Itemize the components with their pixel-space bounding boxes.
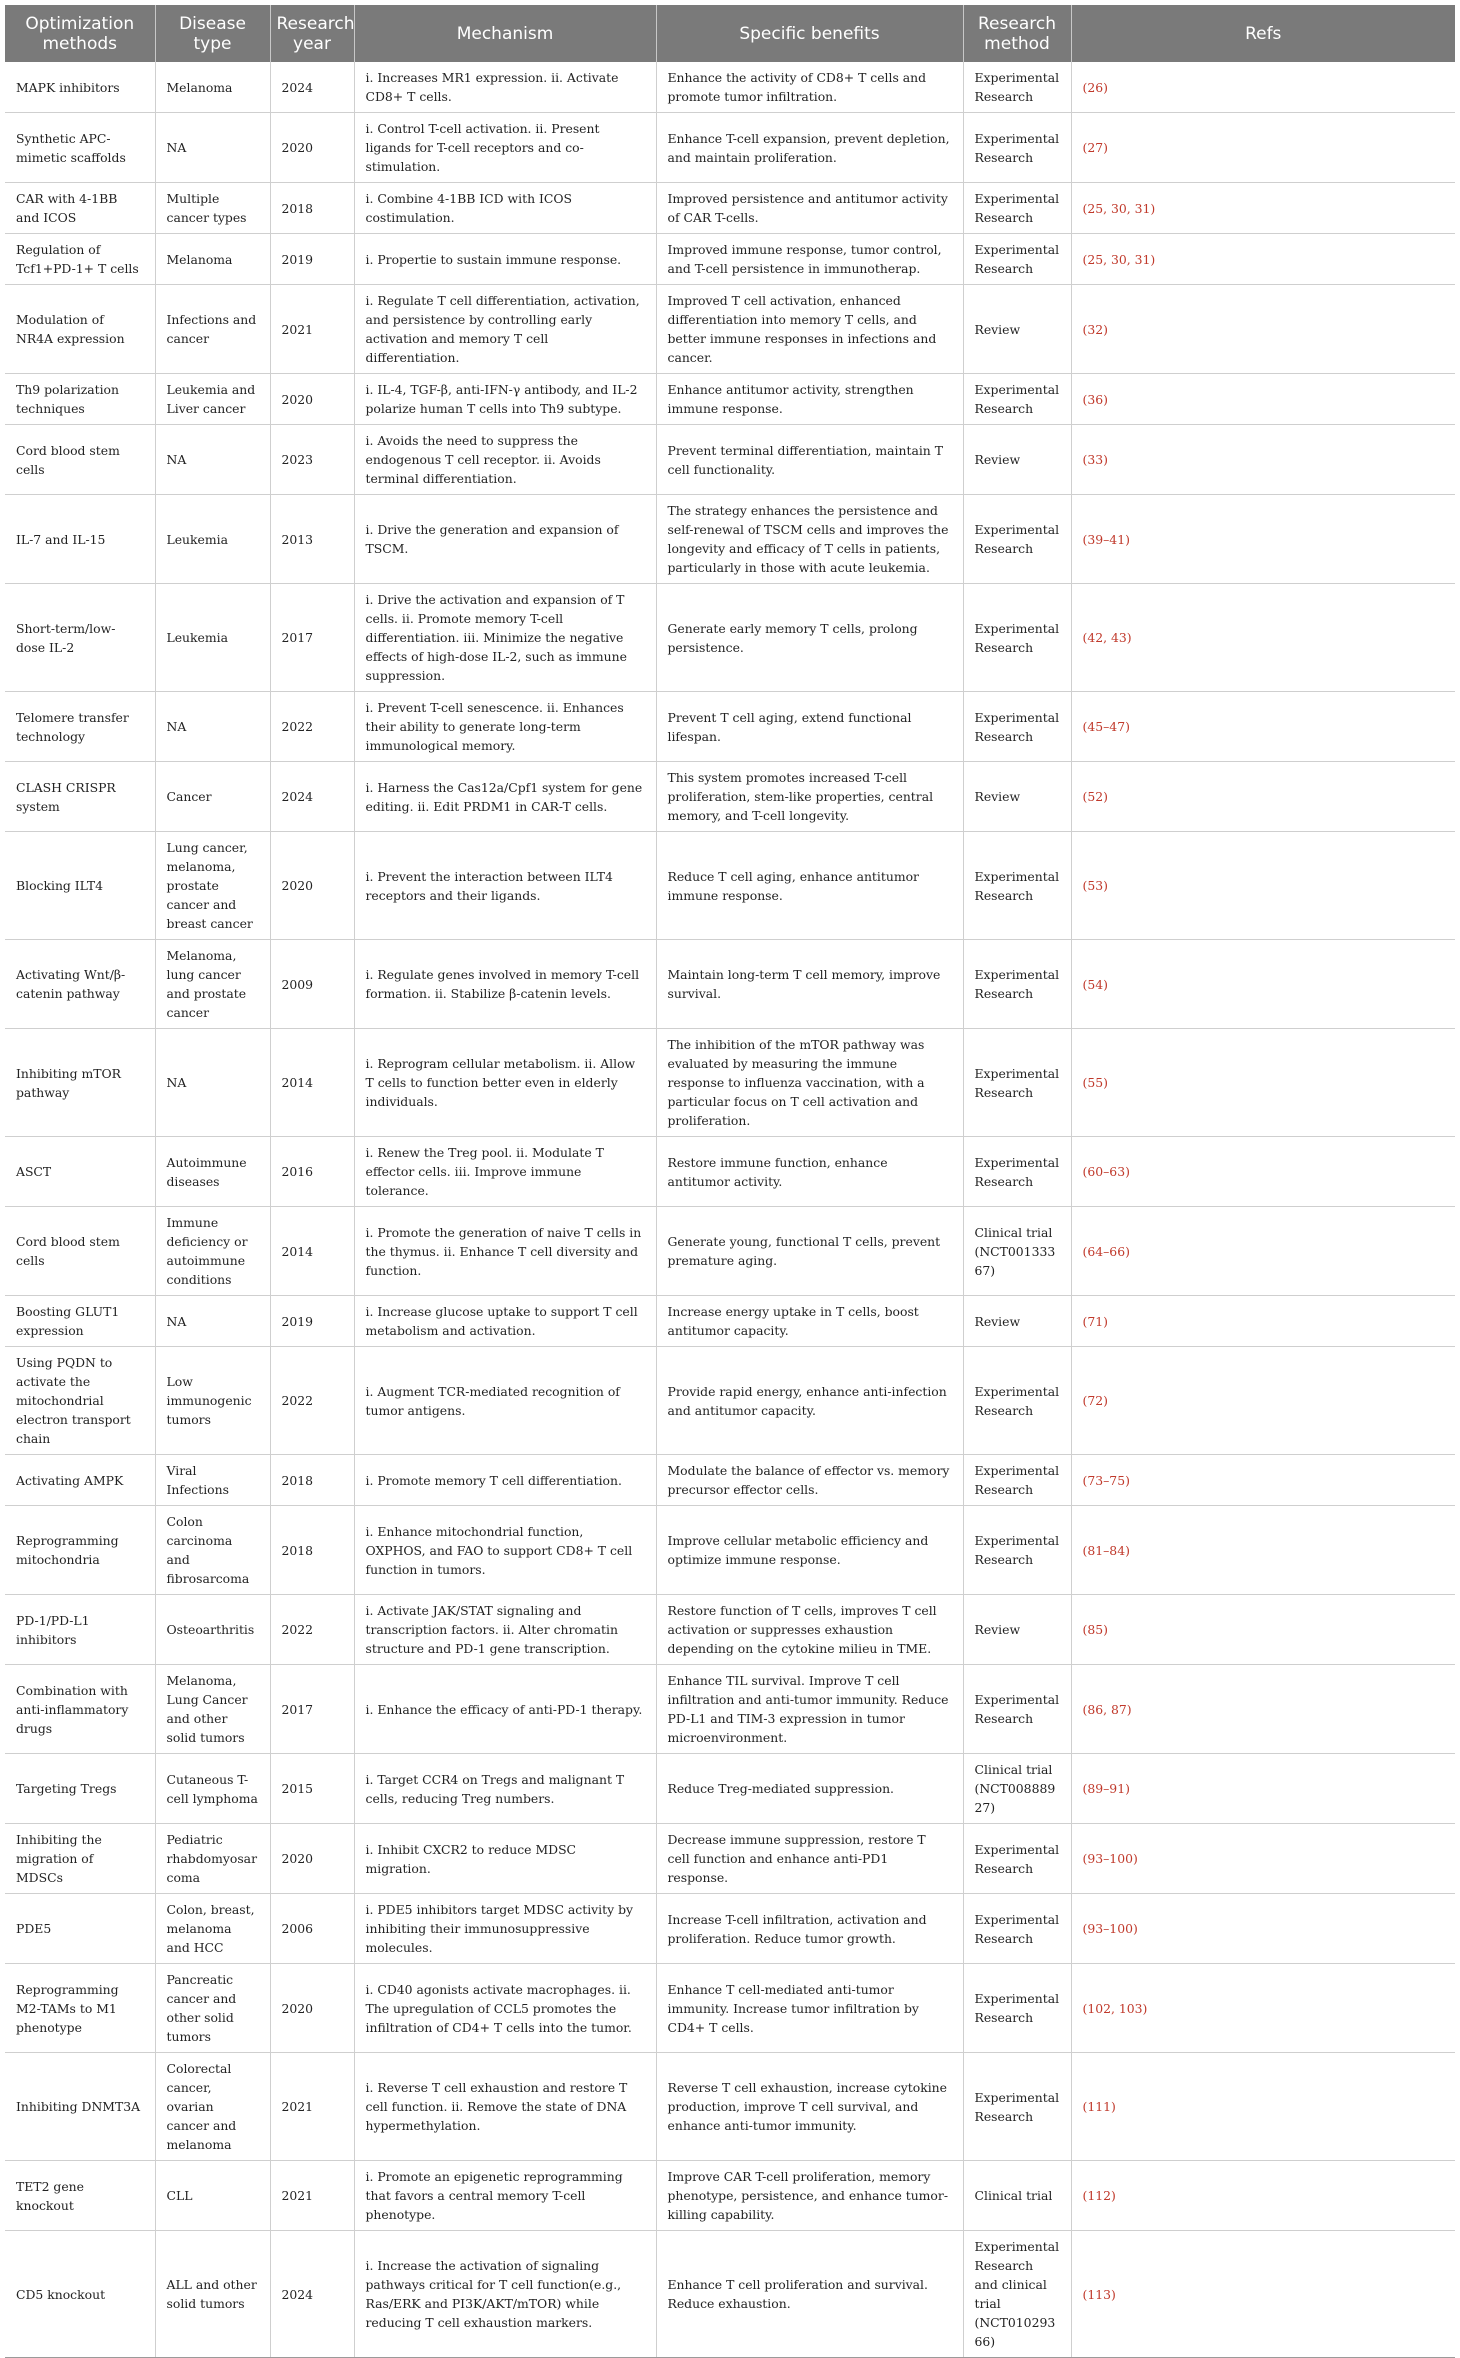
cell-optimization-method: PDE5 bbox=[5, 1894, 155, 1964]
cell-mechanism: i. Regulate T cell differentiation, activation, and persistence by controlling early activation and memory T cell differentiation. bbox=[354, 285, 656, 374]
cell-refs: (89–91) bbox=[1071, 1754, 1455, 1824]
ref-link[interactable]: 85 bbox=[1087, 1622, 1104, 1637]
table-row bbox=[5, 1296, 1455, 1347]
cell-specific-benefits: Enhance TIL survival. Improve T cell infiltration and anti-tumor immunity. Reduce PD-L1 and TIM-3 expression in tumor microenvironment. bbox=[656, 1665, 963, 1754]
cell-refs: (113) bbox=[1071, 2231, 1455, 2358]
cell-research-method: Review bbox=[963, 1595, 1071, 1665]
cell-refs: (54) bbox=[1071, 940, 1455, 1029]
cell-optimization-method: Blocking ILT4 bbox=[5, 832, 155, 940]
cell-specific-benefits: Restore immune function, enhance antitumor activity. bbox=[656, 1137, 963, 1207]
cell-disease-type: ALL and other solid tumors bbox=[155, 2231, 270, 2358]
cell-research-method: Experimental Research bbox=[963, 62, 1071, 113]
cell-research-method: Review bbox=[963, 1296, 1071, 1347]
cell-specific-benefits: Prevent terminal differentiation, maintain T cell functionality. bbox=[656, 425, 963, 495]
cell-disease-type: Cutaneous T-cell lymphoma bbox=[155, 1754, 270, 1824]
table-row bbox=[5, 584, 1455, 692]
cell-research-method: Clinical trial (NCT00888927) bbox=[963, 1754, 1071, 1824]
cell-optimization-method: Inhibiting DNMT3A bbox=[5, 2053, 155, 2161]
cell-refs: (53) bbox=[1071, 832, 1455, 940]
cell-research-method: Clinical trial bbox=[963, 2161, 1071, 2231]
cell-refs: (112) bbox=[1071, 2161, 1455, 2231]
cell-refs: (25, 30, 31) bbox=[1071, 234, 1455, 285]
cell-research-year: 2020 bbox=[270, 1964, 354, 2053]
header-optimization-methods: Optimization methods bbox=[5, 5, 155, 62]
cell-optimization-method: PD-1/PD-L1 inhibitors bbox=[5, 1595, 155, 1665]
cell-optimization-method: Reprogramming M2-TAMs to M1 phenotype bbox=[5, 1964, 155, 2053]
cell-optimization-method: Cord blood stem cells bbox=[5, 1207, 155, 1296]
cell-optimization-method: Reprogramming mitochondria bbox=[5, 1506, 155, 1595]
cell-refs: (33) bbox=[1071, 425, 1455, 495]
cell-refs: (71) bbox=[1071, 1296, 1455, 1347]
cell-optimization-method: Cord blood stem cells bbox=[5, 425, 155, 495]
table-row bbox=[5, 285, 1455, 374]
cell-specific-benefits: Improve cellular metabolic efficiency and optimize immune response. bbox=[656, 1506, 963, 1595]
cell-optimization-method: Activating AMPK bbox=[5, 1455, 155, 1506]
cell-refs: (39–41) bbox=[1071, 495, 1455, 584]
cell-optimization-method: TET2 gene knockout bbox=[5, 2161, 155, 2231]
cell-research-year: 2019 bbox=[270, 1296, 354, 1347]
ref-link[interactable]: 81–84 bbox=[1087, 1542, 1126, 1558]
cell-disease-type: Cancer bbox=[155, 762, 270, 832]
ref-link[interactable]: 39–41 bbox=[1087, 531, 1126, 547]
cell-disease-type: Infections and cancer bbox=[155, 285, 270, 374]
cell-mechanism: i. Reverse T cell exhaustion and restore T cell function. ii. Remove the state of DNA hypermethylation. bbox=[354, 2053, 656, 2161]
cell-specific-benefits: Improved T cell activation, enhanced differentiation into memory T cells, and better immune responses in infections and cancer. bbox=[656, 285, 963, 374]
cell-mechanism: i. Increase glucose uptake to support T cell metabolism and activation. bbox=[354, 1296, 656, 1347]
cell-research-year: 2020 bbox=[270, 1824, 354, 1894]
header-research-year: Research year bbox=[270, 5, 354, 62]
ref-link[interactable]: 64–66 bbox=[1087, 1243, 1126, 1259]
cell-mechanism: i. Propertie to sustain immune response. bbox=[354, 234, 656, 285]
cell-optimization-method: CAR with 4-1BB and ICOS bbox=[5, 183, 155, 234]
cell-specific-benefits: Generate young, functional T cells, prevent premature aging. bbox=[656, 1207, 963, 1296]
ref-link[interactable]: 73–75 bbox=[1087, 1472, 1126, 1488]
table-row bbox=[5, 1754, 1455, 1824]
cell-refs: (64–66) bbox=[1071, 1207, 1455, 1296]
cell-specific-benefits: Improved persistence and antitumor activity of CAR T-cells. bbox=[656, 183, 963, 234]
cell-mechanism: i. PDE5 inhibitors target MDSC activity by inhibiting their immunosuppressive molecules. bbox=[354, 1894, 656, 1964]
cell-refs: (32) bbox=[1071, 285, 1455, 374]
cell-research-year: 2022 bbox=[270, 1347, 354, 1455]
cell-specific-benefits: Enhance T-cell expansion, prevent depletion, and maintain proliferation. bbox=[656, 113, 963, 183]
cell-research-method: Experimental Research bbox=[963, 495, 1071, 584]
cell-research-year: 2018 bbox=[270, 1506, 354, 1595]
cell-mechanism: i. Increase the activation of signaling pathways critical for T cell function(e.g., Ras/ERK and PI3K/AKT/mTOR) while reducing T cell exhaustion markers. bbox=[354, 2231, 656, 2358]
cell-specific-benefits: Enhance the activity of CD8+ T cells and promote tumor infiltration. bbox=[656, 62, 963, 113]
cell-disease-type: Colorectal cancer, ovarian cancer and melanoma bbox=[155, 2053, 270, 2161]
cell-research-year: 2020 bbox=[270, 374, 354, 425]
cell-disease-type: NA bbox=[155, 1296, 270, 1347]
cell-optimization-method: ASCT bbox=[5, 1137, 155, 1207]
table-row bbox=[5, 1665, 1455, 1754]
ref-link[interactable]: 42, 43 bbox=[1087, 630, 1127, 645]
cell-disease-type: Viral Infections bbox=[155, 1455, 270, 1506]
cell-refs: (36) bbox=[1071, 374, 1455, 425]
cell-refs: (27) bbox=[1071, 113, 1455, 183]
cell-refs: (81–84) bbox=[1071, 1506, 1455, 1595]
cell-optimization-method: Using PQDN to activate the mitochondrial electron transport chain bbox=[5, 1347, 155, 1455]
cell-mechanism: i. IL-4, TGF-β, anti-IFN-γ antibody, and IL-2 polarize human T cells into Th9 subtype. bbox=[354, 374, 656, 425]
cell-research-method: Experimental Research bbox=[963, 692, 1071, 762]
ref-link[interactable]: 55 bbox=[1087, 1075, 1104, 1090]
cell-refs: (26) bbox=[1071, 62, 1455, 113]
cell-research-method: Experimental Research bbox=[963, 1029, 1071, 1137]
table-row bbox=[5, 183, 1455, 234]
ref-link[interactable]: 113 bbox=[1087, 2286, 1111, 2302]
cell-disease-type: Pediatric rhabdomyosarcoma bbox=[155, 1824, 270, 1894]
cell-refs: (52) bbox=[1071, 762, 1455, 832]
cell-refs: (86, 87) bbox=[1071, 1665, 1455, 1754]
cell-disease-type: Autoimmune diseases bbox=[155, 1137, 270, 1207]
cell-optimization-method: Th9 polarization techniques bbox=[5, 374, 155, 425]
ref-link[interactable]: 52 bbox=[1087, 789, 1104, 804]
optimization-methods-table bbox=[5, 5, 1455, 2358]
cell-research-year: 2022 bbox=[270, 1595, 354, 1665]
header-research-method: Research method bbox=[963, 5, 1071, 62]
cell-specific-benefits: This system promotes increased T-cell proliferation, stem-like properties, central memory, and T-cell longevity. bbox=[656, 762, 963, 832]
cell-research-year: 2006 bbox=[270, 1894, 354, 1964]
cell-optimization-method: Boosting GLUT1 expression bbox=[5, 1296, 155, 1347]
ref-link[interactable]: 45–47 bbox=[1087, 719, 1126, 734]
cell-mechanism: i. Regulate genes involved in memory T-cell formation. ii. Stabilize β-catenin levels. bbox=[354, 940, 656, 1029]
cell-specific-benefits: Enhance T cell-mediated anti-tumor immunity. Increase tumor infiltration by CD4+ T cells. bbox=[656, 1964, 963, 2053]
table-row bbox=[5, 425, 1455, 495]
cell-optimization-method: Telomere transfer technology bbox=[5, 692, 155, 762]
table-row bbox=[5, 62, 1455, 113]
cell-research-method: Experimental Research bbox=[963, 234, 1071, 285]
cell-research-year: 2022 bbox=[270, 692, 354, 762]
cell-disease-type: Multiple cancer types bbox=[155, 183, 270, 234]
cell-research-year: 2024 bbox=[270, 762, 354, 832]
cell-specific-benefits: Increase T-cell infiltration, activation and proliferation. Reduce tumor growth. bbox=[656, 1894, 963, 1964]
cell-research-method: Review bbox=[963, 762, 1071, 832]
table-row bbox=[5, 692, 1455, 762]
cell-optimization-method: CLASH CRISPR system bbox=[5, 762, 155, 832]
table-row bbox=[5, 1595, 1455, 1665]
ref-link[interactable]: 86, 87 bbox=[1087, 1701, 1127, 1717]
cell-optimization-method: Synthetic APC-mimetic scaffolds bbox=[5, 113, 155, 183]
cell-optimization-method: Modulation of NR4A expression bbox=[5, 285, 155, 374]
cell-refs: (72) bbox=[1071, 1347, 1455, 1455]
cell-disease-type: Melanoma bbox=[155, 234, 270, 285]
ref-link[interactable]: 72 bbox=[1087, 1393, 1104, 1408]
cell-refs: (102, 103) bbox=[1071, 1964, 1455, 2053]
cell-mechanism: i. Promote the generation of naive T cells in the thymus. ii. Enhance T cell diversity and function. bbox=[354, 1207, 656, 1296]
cell-research-method: Experimental Research bbox=[963, 2053, 1071, 2161]
cell-specific-benefits: Prevent T cell aging, extend functional lifespan. bbox=[656, 692, 963, 762]
table-row bbox=[5, 1964, 1455, 2053]
ref-link[interactable]: 89–91 bbox=[1087, 1781, 1126, 1796]
cell-mechanism: i. Prevent T-cell senescence. ii. Enhances their ability to generate long-term immunological memory. bbox=[354, 692, 656, 762]
cell-disease-type: Leukemia bbox=[155, 495, 270, 584]
cell-specific-benefits: Restore function of T cells, improves T cell activation or suppresses exhaustion depending on the cytokine milieu in TME. bbox=[656, 1595, 963, 1665]
cell-research-method: Experimental Research bbox=[963, 183, 1071, 234]
cell-research-method: Experimental Research bbox=[963, 1824, 1071, 1894]
cell-research-method: Experimental Research bbox=[963, 1455, 1071, 1506]
cell-refs: (42, 43) bbox=[1071, 584, 1455, 692]
cell-research-method: Experimental Research bbox=[963, 832, 1071, 940]
cell-refs: (60–63) bbox=[1071, 1137, 1455, 1207]
cell-research-year: 2014 bbox=[270, 1207, 354, 1296]
cell-research-method: Experimental Research bbox=[963, 1964, 1071, 2053]
ref-link[interactable]: 33 bbox=[1087, 452, 1104, 467]
cell-mechanism: i. Prevent the interaction between ILT4 receptors and their ligands. bbox=[354, 832, 656, 940]
table-row bbox=[5, 1029, 1455, 1137]
cell-research-method: Experimental Research bbox=[963, 1506, 1071, 1595]
cell-mechanism: i. Augment TCR-mediated recognition of tumor antigens. bbox=[354, 1347, 656, 1455]
cell-optimization-method: MAPK inhibitors bbox=[5, 62, 155, 113]
cell-mechanism: i. Drive the activation and expansion of T cells. ii. Promote memory T-cell differentiation. iii. Minimize the negative effects of high-dose IL-2, such as immune suppression. bbox=[354, 584, 656, 692]
cell-disease-type: NA bbox=[155, 1029, 270, 1137]
cell-research-method: Experimental Research bbox=[963, 113, 1071, 183]
cell-specific-benefits: Improve CAR T-cell proliferation, memory phenotype, persistence, and enhance tumor-killing capability. bbox=[656, 2161, 963, 2231]
ref-link[interactable]: 32 bbox=[1087, 321, 1104, 337]
ref-link[interactable]: 93–100 bbox=[1087, 1851, 1133, 1866]
cell-refs: (45–47) bbox=[1071, 692, 1455, 762]
cell-optimization-method: Inhibiting the migration of MDSCs bbox=[5, 1824, 155, 1894]
cell-research-year: 2020 bbox=[270, 832, 354, 940]
table-row bbox=[5, 495, 1455, 584]
cell-research-year: 2021 bbox=[270, 2161, 354, 2231]
cell-optimization-method: Activating Wnt/β-catenin pathway bbox=[5, 940, 155, 1029]
cell-disease-type: Osteoarthritis bbox=[155, 1595, 270, 1665]
cell-mechanism: i. Control T-cell activation. ii. Present ligands for T-cell receptors and co-stimulation. bbox=[354, 113, 656, 183]
cell-research-method: Review bbox=[963, 285, 1071, 374]
cell-disease-type: CLL bbox=[155, 2161, 270, 2231]
cell-research-year: 2023 bbox=[270, 425, 354, 495]
cell-mechanism: i. CD40 agonists activate macrophages. ii. The upregulation of CCL5 promotes the infiltration of CD4+ T cells into the tumor. bbox=[354, 1964, 656, 2053]
cell-refs: (93–100) bbox=[1071, 1894, 1455, 1964]
cell-research-year: 2015 bbox=[270, 1754, 354, 1824]
cell-research-year: 2018 bbox=[270, 1455, 354, 1506]
ref-link[interactable]: 26 bbox=[1087, 79, 1104, 95]
table-row bbox=[5, 2053, 1455, 2161]
cell-mechanism: i. Promote memory T cell differentiation. bbox=[354, 1455, 656, 1506]
cell-mechanism: i. Activate JAK/STAT signaling and transcription factors. ii. Alter chromatin structure and PD-1 gene transcription. bbox=[354, 1595, 656, 1665]
cell-research-method: Experimental Research bbox=[963, 940, 1071, 1029]
cell-specific-benefits: Enhance T cell proliferation and survival. Reduce exhaustion. bbox=[656, 2231, 963, 2358]
table-row bbox=[5, 832, 1455, 940]
cell-disease-type: Melanoma bbox=[155, 62, 270, 113]
cell-optimization-method: CD5 knockout bbox=[5, 2231, 155, 2358]
cell-mechanism: i. Target CCR4 on Tregs and malignant T cells, reducing Treg numbers. bbox=[354, 1754, 656, 1824]
table-row bbox=[5, 1824, 1455, 1894]
cell-refs: (111) bbox=[1071, 2053, 1455, 2161]
cell-research-method: Experimental Research bbox=[963, 1894, 1071, 1964]
ref-link[interactable]: 102, 103 bbox=[1087, 2000, 1143, 2016]
cell-refs: (93–100) bbox=[1071, 1824, 1455, 1894]
cell-research-method: Review bbox=[963, 425, 1071, 495]
cell-mechanism: i. Renew the Treg pool. ii. Modulate T effector cells. iii. Improve immune tolerance. bbox=[354, 1137, 656, 1207]
cell-research-year: 2013 bbox=[270, 495, 354, 584]
cell-mechanism: i. Avoids the need to suppress the endogenous T cell receptor. ii. Avoids terminal differentiation. bbox=[354, 425, 656, 495]
cell-research-year: 2017 bbox=[270, 1665, 354, 1754]
cell-disease-type: Leukemia and Liver cancer bbox=[155, 374, 270, 425]
cell-research-method: Experimental Research and clinical trial (NCT01029366) bbox=[963, 2231, 1071, 2358]
cell-disease-type: NA bbox=[155, 692, 270, 762]
cell-disease-type: NA bbox=[155, 113, 270, 183]
cell-disease-type: Colon carcinoma and fibrosarcoma bbox=[155, 1506, 270, 1595]
cell-research-method: Experimental Research bbox=[963, 374, 1071, 425]
table-row bbox=[5, 1455, 1455, 1506]
cell-disease-type: NA bbox=[155, 425, 270, 495]
cell-optimization-method: Targeting Tregs bbox=[5, 1754, 155, 1824]
table-row bbox=[5, 1506, 1455, 1595]
cell-refs: (73–75) bbox=[1071, 1455, 1455, 1506]
cell-specific-benefits: Decrease immune suppression, restore T cell function and enhance anti-PD1 response. bbox=[656, 1824, 963, 1894]
cell-mechanism: i. Increases MR1 expression. ii. Activate CD8+ T cells. bbox=[354, 62, 656, 113]
header-refs: Refs bbox=[1071, 5, 1455, 62]
ref-link[interactable]: 93–100 bbox=[1087, 1921, 1133, 1936]
cell-research-year: 2021 bbox=[270, 2053, 354, 2161]
header-disease-type: Disease type bbox=[155, 5, 270, 62]
cell-mechanism: i. Harness the Cas12a/Cpf1 system for gene editing. ii. Edit PRDM1 in CAR-T cells. bbox=[354, 762, 656, 832]
header-specific-benefits: Specific benefits bbox=[656, 5, 963, 62]
cell-specific-benefits: Reduce T cell aging, enhance antitumor immune response. bbox=[656, 832, 963, 940]
cell-disease-type: Pancreatic cancer and other solid tumors bbox=[155, 1964, 270, 2053]
cell-research-year: 2018 bbox=[270, 183, 354, 234]
cell-disease-type: Leukemia bbox=[155, 584, 270, 692]
cell-research-method: Experimental Research bbox=[963, 1347, 1071, 1455]
cell-disease-type: Immune deficiency or autoimmune conditions bbox=[155, 1207, 270, 1296]
cell-research-method: Experimental Research bbox=[963, 1665, 1071, 1754]
ref-link[interactable]: 36 bbox=[1087, 391, 1104, 407]
cell-disease-type: Melanoma, Lung Cancer and other solid tumors bbox=[155, 1665, 270, 1754]
cell-specific-benefits: The strategy enhances the persistence and self-renewal of TSCM cells and improves the longevity and efficacy of T cells in patients, particularly in those with acute leukemia. bbox=[656, 495, 963, 584]
cell-specific-benefits: Provide rapid energy, enhance anti-infection and antitumor capacity. bbox=[656, 1347, 963, 1455]
cell-mechanism: i. Drive the generation and expansion of TSCM. bbox=[354, 495, 656, 584]
ref-link[interactable]: 27 bbox=[1087, 140, 1104, 155]
cell-optimization-method: Inhibiting mTOR pathway bbox=[5, 1029, 155, 1137]
cell-optimization-method: IL-7 and IL-15 bbox=[5, 495, 155, 584]
table-row bbox=[5, 762, 1455, 832]
cell-mechanism: i. Promote an epigenetic reprogramming that favors a central memory T-cell phenotype. bbox=[354, 2161, 656, 2231]
cell-disease-type: Colon, breast, melanoma and HCC bbox=[155, 1894, 270, 1964]
cell-mechanism: i. Reprogram cellular metabolism. ii. Allow T cells to function better even in elderly individuals. bbox=[354, 1029, 656, 1137]
table-row bbox=[5, 374, 1455, 425]
ref-link[interactable]: 53 bbox=[1087, 878, 1104, 893]
ref-link[interactable]: 60–63 bbox=[1087, 1164, 1126, 1179]
cell-refs: (55) bbox=[1071, 1029, 1455, 1137]
cell-research-year: 2024 bbox=[270, 62, 354, 113]
table-row bbox=[5, 1137, 1455, 1207]
table-row bbox=[5, 113, 1455, 183]
cell-specific-benefits: Reduce Treg-mediated suppression. bbox=[656, 1754, 963, 1824]
cell-research-year: 2021 bbox=[270, 285, 354, 374]
cell-mechanism: i. Enhance the efficacy of anti-PD-1 therapy. bbox=[354, 1665, 656, 1754]
cell-specific-benefits: Enhance antitumor activity, strengthen immune response. bbox=[656, 374, 963, 425]
cell-mechanism: i. Enhance mitochondrial function, OXPHOS, and FAO to support CD8+ T cell function in tumors. bbox=[354, 1506, 656, 1595]
cell-research-method: Experimental Research bbox=[963, 1137, 1071, 1207]
cell-specific-benefits: Improved immune response, tumor control, and T-cell persistence in immunotherap. bbox=[656, 234, 963, 285]
header-row bbox=[5, 5, 1455, 62]
cell-research-year: 2020 bbox=[270, 113, 354, 183]
table-row bbox=[5, 940, 1455, 1029]
cell-research-year: 2016 bbox=[270, 1137, 354, 1207]
ref-link[interactable]: 25, 30, 31 bbox=[1087, 251, 1151, 267]
header-mechanism: Mechanism bbox=[354, 5, 656, 62]
cell-specific-benefits: Reverse T cell exhaustion, increase cytokine production, improve T cell survival, and enhance anti-tumor immunity. bbox=[656, 2053, 963, 2161]
ref-link[interactable]: 71 bbox=[1087, 1313, 1104, 1329]
table-row bbox=[5, 2161, 1455, 2231]
cell-mechanism: i. Combine 4-1BB ICD with ICOS costimulation. bbox=[354, 183, 656, 234]
ref-link[interactable]: 112 bbox=[1087, 2188, 1111, 2203]
table-body bbox=[5, 62, 1455, 2358]
table-row bbox=[5, 1894, 1455, 1964]
cell-specific-benefits: Maintain long-term T cell memory, improve survival. bbox=[656, 940, 963, 1029]
cell-research-year: 2014 bbox=[270, 1029, 354, 1137]
cell-research-method: Clinical trial (NCT00133367) bbox=[963, 1207, 1071, 1296]
cell-research-year: 2019 bbox=[270, 234, 354, 285]
cell-specific-benefits: Generate early memory T cells, prolong persistence. bbox=[656, 584, 963, 692]
table-row bbox=[5, 234, 1455, 285]
cell-research-year: 2017 bbox=[270, 584, 354, 692]
cell-optimization-method: Combination with anti-inflammatory drugs bbox=[5, 1665, 155, 1754]
cell-optimization-method: Regulation of Tcf1+PD-1+ T cells bbox=[5, 234, 155, 285]
cell-refs: (85) bbox=[1071, 1595, 1455, 1665]
ref-link[interactable]: 111 bbox=[1087, 2099, 1111, 2114]
table-container bbox=[5, 5, 1455, 2358]
cell-specific-benefits: Modulate the balance of effector vs. memory precursor effector cells. bbox=[656, 1455, 963, 1506]
table-row bbox=[5, 2231, 1455, 2358]
ref-link[interactable]: 54 bbox=[1087, 976, 1104, 992]
cell-specific-benefits: Increase energy uptake in T cells, boost antitumor capacity. bbox=[656, 1296, 963, 1347]
cell-disease-type: Low immunogenic tumors bbox=[155, 1347, 270, 1455]
cell-optimization-method: Short-term/low-dose IL-2 bbox=[5, 584, 155, 692]
cell-mechanism: i. Inhibit CXCR2 to reduce MDSC migration. bbox=[354, 1824, 656, 1894]
cell-specific-benefits: The inhibition of the mTOR pathway was evaluated by measuring the immune response to influenza vaccination, with a particular focus on T cell activation and proliferation. bbox=[656, 1029, 963, 1137]
ref-link[interactable]: 25, 30, 31 bbox=[1087, 200, 1151, 216]
cell-disease-type: Lung cancer, melanoma, prostate cancer and breast cancer bbox=[155, 832, 270, 940]
cell-research-year: 2024 bbox=[270, 2231, 354, 2358]
cell-disease-type: Melanoma, lung cancer and prostate cancer bbox=[155, 940, 270, 1029]
table-row bbox=[5, 1347, 1455, 1455]
cell-research-method: Experimental Research bbox=[963, 584, 1071, 692]
cell-research-year: 2009 bbox=[270, 940, 354, 1029]
table-row bbox=[5, 1207, 1455, 1296]
cell-refs: (25, 30, 31) bbox=[1071, 183, 1455, 234]
